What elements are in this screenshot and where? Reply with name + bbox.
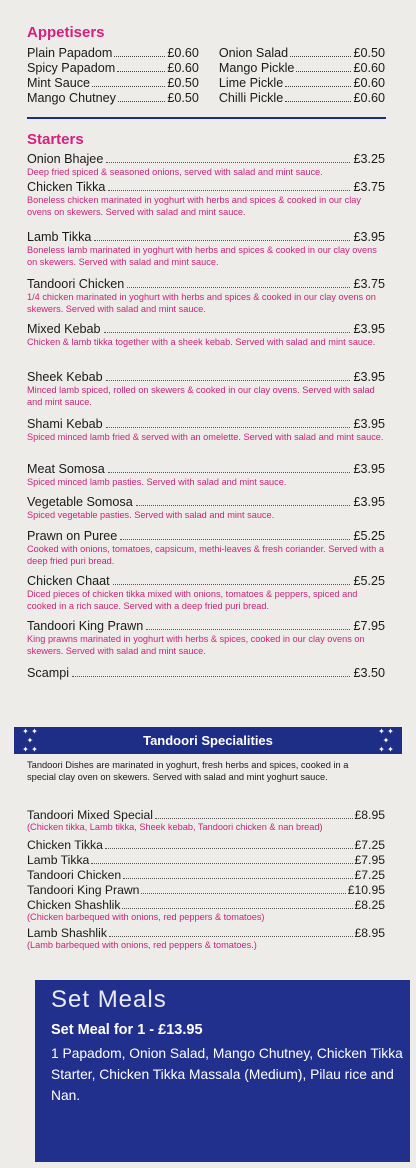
item-price: £0.60 <box>167 61 199 75</box>
set-meals-panel <box>35 980 410 1162</box>
list-item <box>27 838 385 853</box>
leader-dots <box>72 676 350 677</box>
list-item <box>219 61 385 76</box>
section-divider <box>27 117 386 119</box>
leader-dots <box>141 893 345 894</box>
item-note: (Lamb barbequed with onions, red peppers & tomatoes.) <box>27 940 257 950</box>
tandoori-intro: Tandoori Dishes are marinated in yoghurt, fresh herbs and spices, cooked in a special clay oven on skewers. Served with salad and mint yoghurt sauce. <box>27 760 349 782</box>
leader-dots <box>106 427 351 428</box>
item-note: (Chicken barbequed with onions, red peppers & tomatoes) <box>27 912 265 922</box>
item-name: Scampi <box>27 666 69 680</box>
leader-dots <box>285 76 351 87</box>
list-item <box>219 76 385 91</box>
item-name: Tandoori King Prawn <box>27 619 144 633</box>
star-ornament-right: ✦ ✦ ✦ ✦ ✦ <box>378 727 394 754</box>
set-meal-name: Set Meal for 1 - £13.95 <box>51 1022 203 1038</box>
list-item <box>219 46 385 61</box>
item-name: Mango Pickle <box>218 61 295 75</box>
leader-dots <box>120 539 350 540</box>
item-price: £7.95 <box>354 853 385 867</box>
list-item <box>27 370 385 417</box>
item-name: Tandoori King Prawn <box>27 883 140 897</box>
tandoori-list <box>27 808 385 954</box>
item-price: £3.95 <box>353 417 385 431</box>
list-item <box>27 574 385 619</box>
appetiser-row <box>27 91 385 106</box>
item-name: Chicken Tikka <box>27 180 106 194</box>
list-item <box>27 76 199 91</box>
starters-heading: Starters <box>27 131 84 148</box>
item-price: £3.25 <box>353 152 385 166</box>
item-description: Minced lamb spiced, rolled on skewers & cooked in our clay ovens. Served with salad and mint sauce. <box>27 385 375 407</box>
item-description: Chicken & lamb tikka together with a sheek kebab. Served with salad and mint sauce. <box>27 337 376 347</box>
item-name: Meat Somosa <box>27 462 105 476</box>
item-name: Tandoori Chicken <box>27 277 125 291</box>
item-name: Chicken Tikka <box>27 838 103 852</box>
item-name: Chicken Shashlik <box>27 898 121 912</box>
leader-dots <box>122 908 352 909</box>
list-item <box>219 91 385 106</box>
item-price: £3.50 <box>353 666 385 680</box>
item-price: £3.75 <box>353 277 385 291</box>
item-price: £7.95 <box>353 619 385 633</box>
item-price: £0.50 <box>167 76 199 90</box>
item-name: Mango Chutney <box>27 91 116 105</box>
list-item <box>27 322 385 370</box>
list-item <box>27 495 385 529</box>
appetiser-row <box>27 61 385 76</box>
item-name: Chicken Chaat <box>27 574 110 588</box>
leader-dots <box>108 472 351 473</box>
item-name: Onion Salad <box>218 46 289 60</box>
item-name: Plain Papadom <box>27 46 113 60</box>
leader-dots <box>104 332 351 333</box>
item-name: Mint Sauce <box>27 76 90 90</box>
list-item <box>27 666 385 682</box>
item-price: £5.25 <box>353 529 385 543</box>
item-name: Tandoori Mixed Special <box>27 808 154 822</box>
leader-dots <box>136 505 351 506</box>
item-name: Mixed Kebab <box>27 322 101 336</box>
list-item <box>27 462 385 495</box>
item-name: Lamb Shashlik <box>27 926 107 940</box>
item-name: Spicy Papadom <box>27 61 116 75</box>
item-price: £3.75 <box>353 180 385 194</box>
appetiser-row <box>27 76 385 91</box>
leader-dots <box>290 46 351 57</box>
item-name: Lamb Tikka <box>27 853 90 867</box>
item-description: Boneless lamb marinated in yoghurt with herbs and spices & cooked in our clay ovens on skewers. Served with salad and mint sauce. <box>27 245 377 267</box>
item-description: Boneless chicken marinated in yoghurt with herbs and spices & cooked in our clay ovens on skewers. Served with salad and mint sauce. <box>27 195 361 217</box>
item-description: Spiced minced lamb fried & served with an omelette. Served with salad and mint sauce. <box>27 432 384 442</box>
item-note: (Chicken tikka, Lamb tikka, Sheek kebab, Tandoori chicken & nan bread) <box>27 822 323 832</box>
leader-dots <box>155 818 352 819</box>
item-name: Onion Bhajee <box>27 152 104 166</box>
list-item <box>27 230 385 277</box>
item-price: £3.95 <box>353 495 385 509</box>
item-price: £0.50 <box>353 46 385 60</box>
starters-list <box>27 152 385 682</box>
item-price: £3.95 <box>353 370 385 384</box>
item-price: £3.95 <box>353 462 385 476</box>
leader-dots <box>105 848 353 849</box>
list-item <box>27 61 199 76</box>
leader-dots <box>92 76 165 87</box>
list-item <box>27 883 385 898</box>
leader-dots <box>113 584 351 585</box>
leader-dots <box>106 380 351 381</box>
tandoori-banner <box>14 727 402 754</box>
tandoori-heading: Tandoori Specialities <box>143 733 273 748</box>
item-price: £8.25 <box>354 898 385 912</box>
appetisers-list <box>27 46 385 106</box>
leader-dots <box>285 91 351 102</box>
item-price: £5.25 <box>353 574 385 588</box>
item-name: Lamb Tikka <box>27 230 92 244</box>
leader-dots <box>94 240 350 241</box>
item-price: £0.60 <box>353 91 385 105</box>
leader-dots <box>118 91 165 102</box>
leader-dots <box>108 190 350 191</box>
item-name: Prawn on Puree <box>27 529 118 543</box>
item-name: Lime Pickle <box>218 76 284 90</box>
item-price: £0.50 <box>167 91 199 105</box>
item-price: £10.95 <box>347 883 385 897</box>
list-item <box>27 152 385 180</box>
leader-dots <box>123 878 352 879</box>
item-price: £7.25 <box>354 838 385 852</box>
leader-dots <box>146 629 350 630</box>
item-price: £3.95 <box>353 322 385 336</box>
list-item <box>27 868 385 883</box>
item-name: Shami Kebab <box>27 417 103 431</box>
appetiser-row <box>27 46 385 61</box>
item-price: £7.25 <box>354 868 385 882</box>
item-description: King prawns marinated in yoghurt with herbs & spices, cooked in our clay ovens on skewers. Served with salad and mint sauce. <box>27 634 365 656</box>
list-item <box>27 46 199 61</box>
list-item <box>27 808 385 838</box>
list-item <box>27 898 385 926</box>
item-description: Spiced vegetable pasties. Served with salad and mint sauce. <box>27 510 275 520</box>
leader-dots <box>114 46 165 57</box>
leader-dots <box>117 61 165 72</box>
list-item <box>27 619 385 666</box>
item-description: Deep fried spiced & seasoned onions, served with salad and mint sauce. <box>27 167 323 177</box>
item-description: Diced pieces of chicken tikka mixed with onions, tomatoes & peppers, spiced and cooked in a rich sauce. Served with a deep fried puri bread. <box>27 589 358 611</box>
item-name: Chilli Pickle <box>218 91 284 105</box>
item-name: Tandoori Chicken <box>27 868 122 882</box>
item-price: £3.95 <box>353 230 385 244</box>
item-description: 1/4 chicken marinated in yoghurt with herbs and spices & cooked in our clay ovens on skewers. Served with salad and mint sauce. <box>27 292 376 314</box>
item-price: £0.60 <box>353 76 385 90</box>
leader-dots <box>296 61 351 72</box>
list-item <box>27 91 199 106</box>
leader-dots <box>109 936 353 937</box>
star-ornament-left: ✦ ✦ ✦ ✦ ✦ <box>22 727 38 754</box>
item-description: Spiced minced lamb pasties. Served with salad and mint sauce. <box>27 477 287 487</box>
item-price: £0.60 <box>353 61 385 75</box>
list-item <box>27 926 385 954</box>
appetisers-heading: Appetisers <box>27 24 105 41</box>
list-item <box>27 529 385 574</box>
item-description: Cooked with onions, tomatoes, capsicum, methi-leaves & fresh coriander. Served with a deep fried puri bread. <box>27 544 384 566</box>
item-name: Sheek Kebab <box>27 370 103 384</box>
item-name: Vegetable Somosa <box>27 495 133 509</box>
item-price: £0.60 <box>167 46 199 60</box>
leader-dots <box>127 287 350 288</box>
list-item <box>27 417 385 462</box>
list-item <box>27 277 385 322</box>
item-price: £8.95 <box>354 808 385 822</box>
set-meal-description: 1 Papadom, Onion Salad, Mango Chutney, Chicken Tikka Starter, Chicken Tikka Massala (Medium), Pilau rice and Nan. <box>51 1046 403 1103</box>
list-item <box>27 180 385 230</box>
leader-dots <box>106 162 350 163</box>
leader-dots <box>91 863 352 864</box>
item-price: £8.95 <box>354 926 385 940</box>
list-item <box>27 853 385 868</box>
set-meals-heading: Set Meals <box>51 986 167 1013</box>
